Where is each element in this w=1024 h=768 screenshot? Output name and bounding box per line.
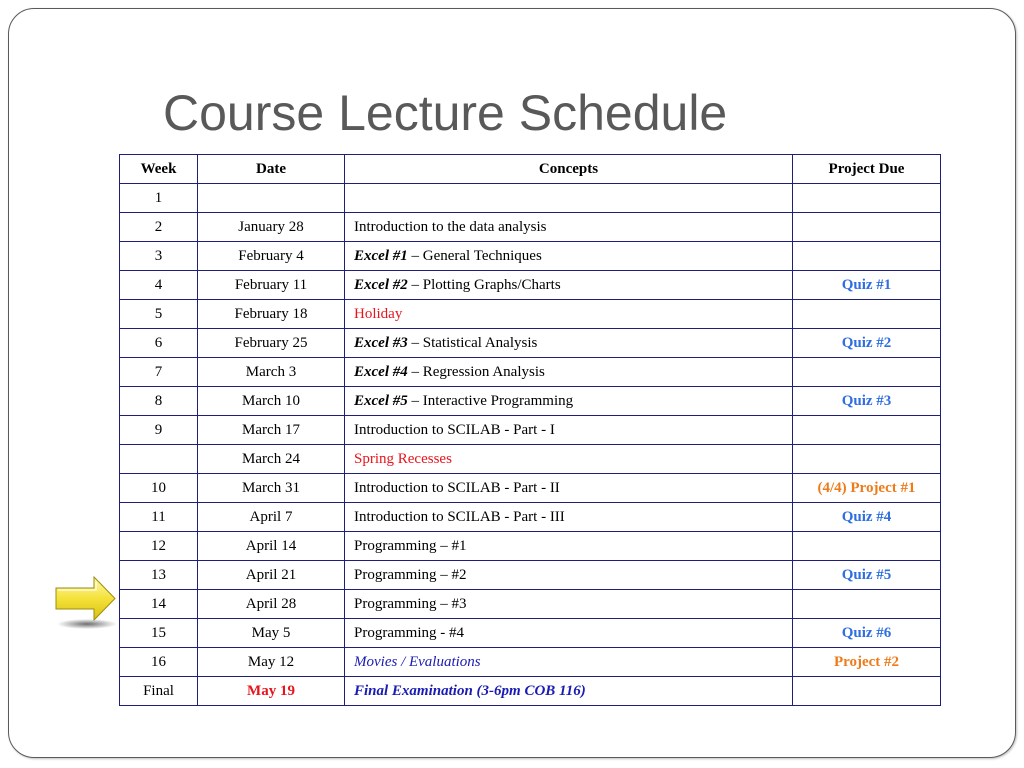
table-row [120, 213, 941, 242]
due-text: Project #2 [833, 653, 900, 670]
date-text: March 17 [242, 421, 300, 438]
cell-project-due [793, 561, 941, 590]
cell-concept [345, 474, 793, 503]
date-text: May 5 [251, 624, 291, 641]
cell-date [198, 503, 345, 532]
date-text: February 11 [234, 276, 308, 293]
cell-project-due [793, 445, 941, 474]
cell-concept [345, 532, 793, 561]
cell-date [198, 590, 345, 619]
cell-concept [345, 590, 793, 619]
cell-project-due [793, 329, 941, 358]
column-header-week: Week [120, 155, 198, 184]
concept-text: – Interactive Programming [407, 392, 574, 409]
cell-project-due [793, 271, 941, 300]
table-row [120, 184, 941, 213]
due-text: Quiz #4 [841, 508, 892, 525]
due-text: (4/4) Project #1 [817, 479, 916, 496]
cell-concept [345, 619, 793, 648]
date-text: March 10 [242, 392, 300, 409]
date-text: April 21 [245, 566, 297, 583]
concept-text: Programming – #3 [354, 595, 467, 612]
cell-project-due [793, 619, 941, 648]
cell-week: 9 [120, 416, 198, 445]
cell-date [198, 242, 345, 271]
table-row [120, 387, 941, 416]
arrow-right-icon [52, 574, 122, 634]
cell-project-due [793, 387, 941, 416]
cell-week: Final [120, 677, 198, 706]
cell-project-due [793, 532, 941, 561]
column-header-project-due: Project Due [793, 155, 941, 184]
due-text: Quiz #5 [841, 566, 892, 583]
cell-date [198, 532, 345, 561]
cell-project-due [793, 648, 941, 677]
cell-date [198, 416, 345, 445]
table-row [120, 503, 941, 532]
cell-concept [345, 329, 793, 358]
date-text: March 24 [242, 450, 300, 467]
cell-week: 8 [120, 387, 198, 416]
date-text: March 31 [242, 479, 300, 496]
cell-week: 13 [120, 561, 198, 590]
column-header-date: Date [198, 155, 345, 184]
table-row [120, 358, 941, 387]
concept-text: – General Techniques [407, 247, 542, 264]
concept-module-label: Excel #1 [354, 247, 408, 264]
concept-text: Movies / Evaluations [354, 653, 481, 670]
cell-week: 15 [120, 619, 198, 648]
concept-text: Introduction to SCILAB - Part - III [354, 508, 565, 525]
concept-text: – Statistical Analysis [407, 334, 538, 351]
due-text: Quiz #2 [841, 334, 892, 351]
cell-concept [345, 648, 793, 677]
table-row [120, 416, 941, 445]
cell-concept [345, 358, 793, 387]
concept-module-label: Excel #5 [354, 392, 408, 409]
cell-week: 11 [120, 503, 198, 532]
date-text: March 3 [245, 363, 297, 380]
cell-concept [345, 561, 793, 590]
cell-date [198, 271, 345, 300]
concept-text: Introduction to SCILAB - Part - II [354, 479, 560, 496]
concept-module-label: Excel #4 [354, 363, 408, 380]
date-text: May 19 [247, 682, 295, 699]
due-text: Quiz #6 [841, 624, 892, 641]
cell-project-due [793, 300, 941, 329]
cell-date [198, 619, 345, 648]
date-text: February 25 [234, 334, 308, 351]
cell-concept [345, 416, 793, 445]
concept-text: Introduction to the data analysis [354, 218, 547, 235]
cell-concept [345, 242, 793, 271]
table-row [120, 561, 941, 590]
cell-week: 7 [120, 358, 198, 387]
cell-date [198, 184, 345, 213]
schedule-body [120, 184, 941, 706]
due-text: Quiz #1 [841, 276, 892, 293]
cell-date [198, 213, 345, 242]
cell-week: 16 [120, 648, 198, 677]
due-text: Quiz #3 [841, 392, 892, 409]
cell-date [198, 561, 345, 590]
date-text: April 14 [245, 537, 297, 554]
cell-week: 6 [120, 329, 198, 358]
table-row [120, 532, 941, 561]
concept-module-label: Excel #2 [354, 276, 408, 293]
cell-project-due [793, 184, 941, 213]
table-row [120, 590, 941, 619]
table-row [120, 677, 941, 706]
cell-week: 4 [120, 271, 198, 300]
cell-date [198, 387, 345, 416]
cell-concept [345, 184, 793, 213]
page-title: Course Lecture Schedule [163, 85, 728, 141]
table-row [120, 474, 941, 503]
date-text: May 12 [247, 653, 295, 670]
concept-text: Programming – #2 [354, 566, 467, 583]
cell-project-due [793, 242, 941, 271]
cell-project-due [793, 416, 941, 445]
cell-concept [345, 677, 793, 706]
date-text: April 28 [245, 595, 297, 612]
concept-text: Final Examination (3-6pm COB 116) [354, 682, 586, 699]
table-row [120, 242, 941, 271]
date-text: January 28 [238, 218, 304, 235]
cell-concept [345, 213, 793, 242]
cell-date [198, 329, 345, 358]
cell-week [120, 445, 198, 474]
cell-date [198, 358, 345, 387]
concept-text: – Plotting Graphs/Charts [407, 276, 561, 293]
date-text: April 7 [249, 508, 293, 525]
cell-concept [345, 271, 793, 300]
cell-week: 12 [120, 532, 198, 561]
cell-concept [345, 445, 793, 474]
cell-project-due [793, 213, 941, 242]
table-row [120, 329, 941, 358]
concept-module-label: Excel #3 [354, 334, 408, 351]
table-row [120, 300, 941, 329]
table-row [120, 619, 941, 648]
cell-week: 1 [120, 184, 198, 213]
date-text: February 18 [234, 305, 308, 322]
table-row [120, 271, 941, 300]
cell-project-due [793, 677, 941, 706]
cell-concept [345, 300, 793, 329]
cell-date [198, 648, 345, 677]
cell-week: 14 [120, 590, 198, 619]
cell-project-due [793, 358, 941, 387]
concept-text: – Regression Analysis [407, 363, 545, 380]
cell-date [198, 474, 345, 503]
cell-week: 2 [120, 213, 198, 242]
table-row [120, 648, 941, 677]
concept-text: Holiday [354, 305, 403, 322]
table-header-row [120, 155, 941, 184]
concept-text: Programming - #4 [354, 624, 464, 641]
cell-week: 5 [120, 300, 198, 329]
cell-concept [345, 503, 793, 532]
cell-week: 3 [120, 242, 198, 271]
schedule-table [119, 154, 941, 706]
date-text: February 4 [238, 247, 304, 264]
concept-text: Spring Recesses [354, 450, 452, 467]
cell-concept [345, 387, 793, 416]
cell-date [198, 300, 345, 329]
cell-date [198, 677, 345, 706]
cell-project-due [793, 474, 941, 503]
table-row [120, 445, 941, 474]
cell-project-due [793, 590, 941, 619]
cell-project-due [793, 503, 941, 532]
concept-text: Programming – #1 [354, 537, 467, 554]
cell-week: 10 [120, 474, 198, 503]
cell-date [198, 445, 345, 474]
concept-text: Introduction to SCILAB - Part - I [354, 421, 555, 438]
column-header-concepts: Concepts [345, 155, 793, 184]
